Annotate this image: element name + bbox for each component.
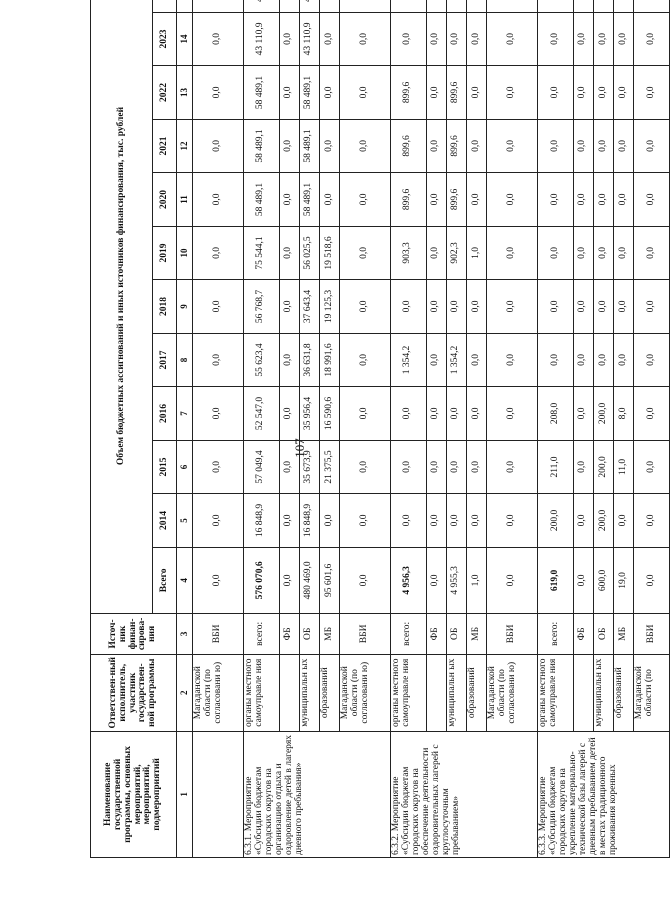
value-cell: 902,3 [446, 226, 466, 280]
value-cell: 0,0 [467, 173, 487, 227]
header-year: 2020 [153, 173, 177, 227]
value-cell: 0,0 [340, 12, 391, 66]
value-cell: 58 489,1 [244, 119, 280, 173]
value-cell: 0,0 [593, 280, 613, 334]
value-cell: 0,0 [426, 66, 446, 120]
value-cell: 0,0 [426, 387, 446, 441]
value-cell: 0,0 [573, 173, 593, 227]
value-cell: 0,0 [340, 440, 391, 494]
header-index-row [177, 0, 193, 858]
value-cell: 0,0 [446, 387, 466, 441]
value-cell: 0,0 [538, 226, 574, 280]
table-row [340, 0, 391, 858]
table-row [573, 0, 593, 858]
value-cell: 0,0 [487, 440, 538, 494]
value-cell: 43 110,9 [244, 12, 280, 66]
column-index: 7 [177, 387, 193, 441]
value-cell: 899,6 [391, 173, 427, 227]
value-cell: 11,0 [614, 440, 634, 494]
value-cell: 18 991,6 [319, 333, 339, 387]
value-cell: 0,0 [634, 66, 670, 120]
value-cell: 0,0 [538, 66, 574, 120]
source-cell: всего: [538, 614, 574, 655]
value-cell: 0,0 [573, 387, 593, 441]
value-cell: 56 768,7 [244, 280, 280, 334]
table-row [279, 0, 299, 858]
value-cell: 0,0 [573, 333, 593, 387]
column-index: 4 [177, 547, 193, 613]
table-row [538, 0, 574, 858]
value-cell: 0,0 [193, 547, 244, 613]
column-index: 11 [177, 173, 193, 227]
value-cell: 0,0 [279, 387, 299, 441]
value-cell: 0,0 [487, 387, 538, 441]
financing-table [90, 0, 670, 858]
value-cell: 0,0 [593, 173, 613, 227]
value-cell: 0,0 [467, 280, 487, 334]
value-cell: 0,0 [279, 66, 299, 120]
source-cell: ВБИ [340, 614, 391, 655]
value-cell: 899,6 [391, 66, 427, 120]
value-cell: 0,0 [467, 494, 487, 548]
value-cell [634, 0, 670, 12]
value-cell: 0,0 [340, 226, 391, 280]
source-cell: ФБ [573, 614, 593, 655]
source-cell: МБ [614, 614, 634, 655]
value-cell: 0,0 [573, 494, 593, 548]
value-cell: 0,0 [391, 387, 427, 441]
header-year: 2017 [153, 333, 177, 387]
value-cell: 0,0 [573, 280, 593, 334]
value-cell: 0,0 [279, 440, 299, 494]
value-cell: 1,0 [467, 547, 487, 613]
value-cell: 576 070,6 [244, 547, 280, 613]
value-cell: 58 489,1 [299, 66, 319, 120]
value-cell: 0,0 [340, 547, 391, 613]
source-cell: ВБИ [634, 614, 670, 655]
value-cell: 0,0 [573, 547, 593, 613]
executor-cell [279, 654, 299, 731]
value-cell: 0,0 [487, 494, 538, 548]
program-name: 6.3.2. Мероприятие «Субсидии бюджетам городских округов на обеспечение деятельности оздоровительных лагерей с круглосуточным пребыванием» [391, 731, 538, 857]
table-row [319, 0, 339, 858]
value-cell: 0,0 [634, 226, 670, 280]
header-year: 2021 [153, 119, 177, 173]
value-cell [426, 0, 446, 12]
value-cell: 0,0 [634, 280, 670, 334]
column-index: 13 [177, 66, 193, 120]
value-cell: 0,0 [593, 12, 613, 66]
value-cell: 0,0 [340, 333, 391, 387]
table-row [244, 0, 280, 858]
value-cell: 0,0 [391, 440, 427, 494]
value-cell: 58 489,1 [244, 173, 280, 227]
value-cell: 52 547,0 [244, 387, 280, 441]
value-cell: 0,0 [279, 173, 299, 227]
table-row [634, 0, 670, 858]
value-cell: 0,0 [538, 333, 574, 387]
column-index: 14 [177, 12, 193, 66]
source-cell: всего: [244, 614, 280, 655]
value-cell: 899,6 [446, 119, 466, 173]
value-cell: 899,6 [446, 66, 466, 120]
header-year: 2023 [153, 12, 177, 66]
value-cell [467, 0, 487, 12]
value-cell: 0,0 [634, 173, 670, 227]
value-cell: 0,0 [467, 66, 487, 120]
value-cell: 0,0 [279, 280, 299, 334]
value-cell [391, 0, 427, 12]
value-cell: 0,0 [426, 547, 446, 613]
value-cell: 43 110,9 [299, 12, 319, 66]
value-cell: 0,0 [391, 494, 427, 548]
value-cell: 0,0 [340, 66, 391, 120]
value-cell: 0,0 [319, 66, 339, 120]
program-name: 6.3.1. Мероприятие «Субсидии бюджетам городских округов на организацию отдыха и оздоровление детей в лагерях дневного пребывания» [244, 731, 391, 857]
value-cell: 0,0 [467, 12, 487, 66]
value-cell: 0,0 [340, 119, 391, 173]
value-cell: 903,3 [391, 226, 427, 280]
value-cell: 0,0 [467, 333, 487, 387]
value-cell: 0,0 [538, 119, 574, 173]
table-row [593, 0, 613, 858]
value-cell [614, 0, 634, 12]
value-cell [299, 0, 319, 12]
header-year: 2016 [153, 387, 177, 441]
value-cell: 0,0 [319, 119, 339, 173]
source-cell: ВБИ [487, 614, 538, 655]
value-cell: 200,0 [538, 494, 574, 548]
source-cell: ОБ [446, 614, 466, 655]
value-cell: 0,0 [614, 494, 634, 548]
value-cell: 0,0 [573, 12, 593, 66]
column-index: 10 [177, 226, 193, 280]
value-cell: 0,0 [634, 440, 670, 494]
value-cell: 55 623,4 [244, 333, 280, 387]
executor-cell: Магаданской области (по согласовани ю) [340, 654, 391, 731]
value-cell: 0,0 [634, 333, 670, 387]
value-cell: 0,0 [538, 280, 574, 334]
value-cell: 0,0 [614, 280, 634, 334]
value-cell [487, 0, 538, 12]
value-cell: 0,0 [446, 440, 466, 494]
value-cell: 0,0 [426, 119, 446, 173]
table-row [426, 0, 446, 858]
executor-cell: муниципальн ых [593, 654, 613, 731]
value-cell: 0,0 [487, 173, 538, 227]
value-cell: 95 601,6 [319, 547, 339, 613]
value-cell: 200,0 [593, 494, 613, 548]
value-cell: 35 673,9 [299, 440, 319, 494]
value-cell: 200,0 [593, 387, 613, 441]
value-cell: 35 956,4 [299, 387, 319, 441]
value-cell [279, 0, 299, 12]
source-cell: всего: [391, 614, 427, 655]
executor-cell: Магаданской области (по согласовани ю) [193, 654, 244, 731]
value-cell: 0,0 [279, 226, 299, 280]
value-cell: 0,0 [487, 280, 538, 334]
header-name: Наименование государственной программы, основных мероприятий, мероприятий, подмероприятий [91, 731, 177, 857]
value-cell: 899,6 [446, 173, 466, 227]
value-cell: 0,0 [193, 173, 244, 227]
value-cell: 0,0 [279, 12, 299, 66]
value-cell: 0,0 [279, 547, 299, 613]
source-cell: ОБ [299, 614, 319, 655]
value-cell: 0,0 [193, 440, 244, 494]
header-year: Всего [153, 547, 177, 613]
value-cell: 0,0 [614, 12, 634, 66]
value-cell: 0,0 [391, 280, 427, 334]
value-cell: 1,0 [467, 226, 487, 280]
value-cell: 0,0 [487, 333, 538, 387]
table-row [391, 0, 427, 858]
executor-cell [426, 654, 446, 731]
value-cell: 0,0 [426, 333, 446, 387]
value-cell: 0,0 [193, 280, 244, 334]
value-cell: 0,0 [487, 547, 538, 613]
value-cell [573, 0, 593, 12]
value-cell: 4 955,3 [446, 547, 466, 613]
executor-cell [573, 654, 593, 731]
value-cell: 0,0 [340, 173, 391, 227]
executor-cell: муниципальн ых [446, 654, 466, 731]
value-cell: 211,0 [538, 440, 574, 494]
source-cell: МБ [467, 614, 487, 655]
value-cell: 58 489,1 [299, 173, 319, 227]
value-cell: 0,0 [593, 119, 613, 173]
column-index: 9 [177, 280, 193, 334]
value-cell [244, 0, 280, 12]
value-cell: 0,0 [279, 333, 299, 387]
source-cell: ВБИ [193, 614, 244, 655]
value-cell [593, 0, 613, 12]
program-name [193, 731, 244, 857]
value-cell: 0,0 [614, 119, 634, 173]
value-cell: 0,0 [446, 12, 466, 66]
value-cell: 0,0 [614, 173, 634, 227]
value-cell: 58 489,1 [244, 66, 280, 120]
value-cell: 0,0 [193, 387, 244, 441]
header-year: 2015 [153, 440, 177, 494]
value-cell: 0,0 [634, 387, 670, 441]
value-cell: 0,0 [193, 494, 244, 548]
table-row [446, 0, 466, 858]
value-cell [319, 0, 339, 12]
value-cell: 0,0 [193, 226, 244, 280]
value-cell: 0,0 [487, 226, 538, 280]
value-cell: 0,0 [634, 494, 670, 548]
executor-cell: образований [467, 654, 487, 731]
source-cell: ФБ [426, 614, 446, 655]
executor-cell: Магаданской области (по согласовани ю) [487, 654, 538, 731]
value-cell: 0,0 [426, 440, 446, 494]
value-cell: 480 469,0 [299, 547, 319, 613]
value-cell: 0,0 [634, 119, 670, 173]
header-year: 2022 [153, 66, 177, 120]
column-index: 2 [177, 654, 193, 731]
value-cell: 0,0 [573, 226, 593, 280]
value-cell: 208,0 [538, 387, 574, 441]
value-cell: 36 631,8 [299, 333, 319, 387]
executor-cell: органы местного самоуправле ния [538, 654, 574, 731]
header-row [91, 0, 153, 858]
column-index: 3 [177, 614, 193, 655]
column-index [177, 0, 193, 12]
value-cell: 0,0 [426, 280, 446, 334]
value-cell: 0,0 [593, 226, 613, 280]
value-cell: 16 590,6 [319, 387, 339, 441]
source-cell: ОБ [593, 614, 613, 655]
value-cell: 0,0 [340, 280, 391, 334]
table-row [467, 0, 487, 858]
value-cell: 0,0 [593, 333, 613, 387]
value-cell: 0,0 [467, 440, 487, 494]
column-index: 12 [177, 119, 193, 173]
executor-cell: образований [614, 654, 634, 731]
header-year: 2019 [153, 226, 177, 280]
value-cell [193, 0, 244, 12]
value-cell: 0,0 [193, 119, 244, 173]
value-cell: 0,0 [193, 333, 244, 387]
value-cell: 56 025,5 [299, 226, 319, 280]
value-cell: 75 544,1 [244, 226, 280, 280]
executor-cell: органы местного самоуправле ния [244, 654, 280, 731]
value-cell: 0,0 [426, 226, 446, 280]
value-cell: 8,0 [614, 387, 634, 441]
executor-cell: органы местного самоуправле ния [391, 654, 427, 731]
value-cell: 0,0 [614, 226, 634, 280]
value-cell: 0,0 [487, 119, 538, 173]
value-cell: 0,0 [467, 387, 487, 441]
header-year [153, 0, 177, 12]
value-cell: 0,0 [279, 494, 299, 548]
table-row [614, 0, 634, 858]
source-cell: ФБ [279, 614, 299, 655]
value-cell: 0,0 [573, 440, 593, 494]
program-name: 6.3.3. Мероприятие «Субсидии бюджетам городских округов на укрепление материально-технической базы лагерей с дневным пребыванием детей в местах традиционного проживания коренных [538, 731, 670, 857]
value-cell: 600,0 [593, 547, 613, 613]
value-cell: 0,0 [614, 333, 634, 387]
value-cell: 57 049,4 [244, 440, 280, 494]
value-cell: 0,0 [319, 494, 339, 548]
value-cell: 0,0 [614, 66, 634, 120]
value-cell: 0,0 [340, 387, 391, 441]
header-source: Источ-ник финан-сирова-ния [91, 614, 177, 655]
header-year: 2014 [153, 494, 177, 548]
value-cell: 19,0 [614, 547, 634, 613]
value-cell: 0,0 [446, 494, 466, 548]
value-cell: 0,0 [391, 12, 427, 66]
value-cell: 0,0 [319, 12, 339, 66]
value-cell: 0,0 [487, 66, 538, 120]
table-row [193, 0, 244, 858]
value-cell: 0,0 [446, 280, 466, 334]
source-cell: МБ [319, 614, 339, 655]
executor-cell: муниципальн ых [299, 654, 319, 731]
value-cell: 0,0 [573, 66, 593, 120]
table-row [299, 0, 319, 858]
value-cell: 0,0 [634, 547, 670, 613]
value-cell: 0,0 [538, 12, 574, 66]
value-cell [446, 0, 466, 12]
value-cell [340, 0, 391, 12]
executor-cell: Магаданской области (по [634, 654, 670, 731]
header-executor: Ответствен-ный исполнитель, участник государствен-ной программы [91, 654, 177, 731]
executor-cell: образований [319, 654, 339, 731]
value-cell: 0,0 [487, 12, 538, 66]
table-row [487, 0, 538, 858]
value-cell: 19 518,6 [319, 226, 339, 280]
value-cell: 37 643,4 [299, 280, 319, 334]
value-cell: 200,0 [593, 440, 613, 494]
value-cell: 0,0 [279, 119, 299, 173]
value-cell: 1 354,2 [446, 333, 466, 387]
value-cell: 0,0 [538, 173, 574, 227]
column-index: 6 [177, 440, 193, 494]
value-cell: 0,0 [467, 119, 487, 173]
page-number: 107 [291, 438, 307, 458]
value-cell: 619,0 [538, 547, 574, 613]
value-cell: 1 354,2 [391, 333, 427, 387]
value-cell: 0,0 [426, 12, 446, 66]
value-cell: 899,6 [391, 119, 427, 173]
value-cell: 0,0 [319, 173, 339, 227]
value-cell: 0,0 [426, 494, 446, 548]
value-cell: 21 375,5 [319, 440, 339, 494]
value-cell: 0,0 [593, 66, 613, 120]
value-cell: 0,0 [193, 12, 244, 66]
column-index: 5 [177, 494, 193, 548]
header-volume: Объем бюджетных ассигнований и иных источников финансирования, тыс. рублей [91, 0, 153, 614]
value-cell: 0,0 [573, 119, 593, 173]
value-cell: 19 125,3 [319, 280, 339, 334]
value-cell [538, 0, 574, 12]
value-cell: 0,0 [193, 66, 244, 120]
value-cell: 16 848,9 [299, 494, 319, 548]
value-cell: 58 489,1 [299, 119, 319, 173]
rotated-page [90, 0, 670, 858]
value-cell: 0,0 [340, 494, 391, 548]
column-index: 8 [177, 333, 193, 387]
value-cell: 16 848,9 [244, 494, 280, 548]
value-cell: 0,0 [426, 173, 446, 227]
header-year: 2018 [153, 280, 177, 334]
value-cell: 4 956,3 [391, 547, 427, 613]
value-cell: 0,0 [634, 12, 670, 66]
column-index: 1 [177, 731, 193, 857]
